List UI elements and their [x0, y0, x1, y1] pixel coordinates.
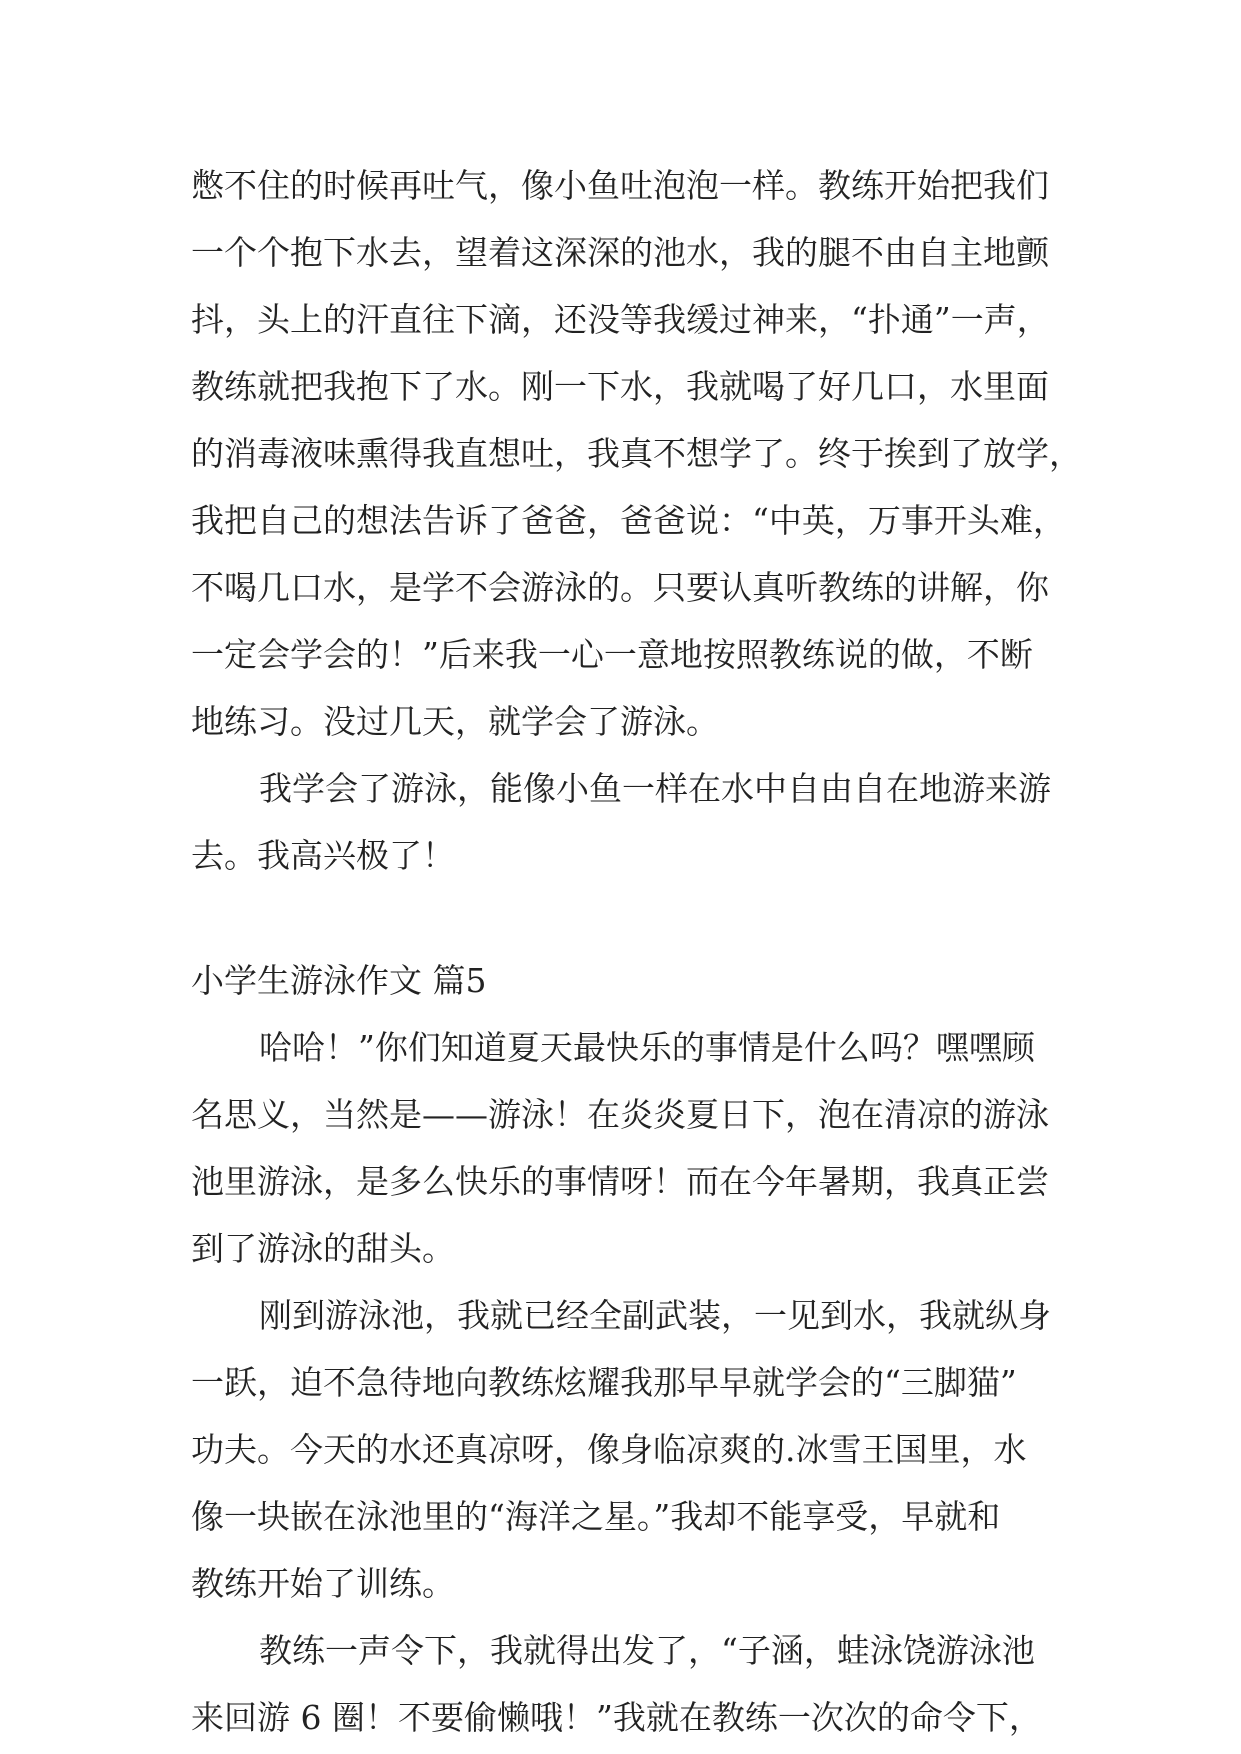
- paragraph: [191, 1282, 1071, 1617]
- text-line: 刚到游泳池，我就已经全副武装，一见到水，我就纵身: [259, 1296, 1051, 1335]
- text-line: 教练一声令下，我就得出发了，“子涵，蛙泳饶游泳池: [259, 1631, 1035, 1670]
- section-title: 小学生游泳作文 篇5: [191, 961, 487, 1000]
- text-line: 功夫。今天的水还真凉呀，像身临凉爽的.冰雪王国里，水: [191, 1430, 1027, 1469]
- text-line: 我把自己的想法告诉了爸爸，爸爸说：“中英，万事开头难，: [191, 501, 1066, 540]
- text-line: 我学会了游泳，能像小鱼一样在水中自由自在地游来游: [259, 769, 1051, 808]
- text-line: 的消毒液味熏得我直想吐，我真不想学了。终于挨到了放学，: [191, 434, 1082, 473]
- text-line: 一跃，迫不急待地向教练炫耀我那早早就学会的“三脚猫”: [191, 1363, 1017, 1402]
- paragraph: [191, 1617, 1071, 1751]
- text-line: 去。我高兴极了！: [191, 836, 455, 875]
- section-spacer: [191, 889, 1071, 947]
- paragraph: [191, 152, 1082, 755]
- text-line: 来回游 6 圈！不要偷懒哦！”我就在教练一次次的命令下，: [191, 1698, 1042, 1737]
- text-line: 不喝几口水，是学不会游泳的。只要认真听教练的讲解，你: [191, 568, 1049, 607]
- text-line: 憋不住的时候再吐气，像小鱼吐泡泡一样。教练开始把我们: [191, 166, 1049, 205]
- document-body: [191, 152, 1082, 1751]
- text-line: 到了游泳的甜头。: [191, 1229, 455, 1268]
- text-line: 地练习。没过几天，就学会了游泳。: [191, 702, 719, 741]
- text-line: 教练就把我抱下了水。刚一下水，我就喝了好几口，水里面: [191, 367, 1049, 406]
- text-line: 一定会学会的！”后来我一心一意地按照教练说的做，不断: [191, 635, 1033, 674]
- paragraph: [191, 755, 1071, 889]
- text-line: 名思义，当然是——游泳！在炎炎夏日下，泡在清凉的游泳: [191, 1095, 1049, 1134]
- text-line: 哈哈！”你们知道夏天最快乐的事情是什么吗？嘿嘿顾: [259, 1028, 1035, 1067]
- text-line: 池里游泳，是多么快乐的事情呀！而在今年暑期，我真正尝: [191, 1162, 1049, 1201]
- text-line: 一个个抱下水去，望着这深深的池水，我的腿不由自主地颤: [191, 233, 1049, 272]
- text-line: 教练开始了训练。: [191, 1564, 455, 1603]
- text-line: 抖，头上的汗直往下滴，还没等我缓过神来，“扑通”一声，: [191, 300, 1050, 339]
- paragraph: [191, 1014, 1071, 1282]
- text-line: 像一块嵌在泳池里的“海洋之星。”我却不能享受，早就和: [191, 1497, 1001, 1536]
